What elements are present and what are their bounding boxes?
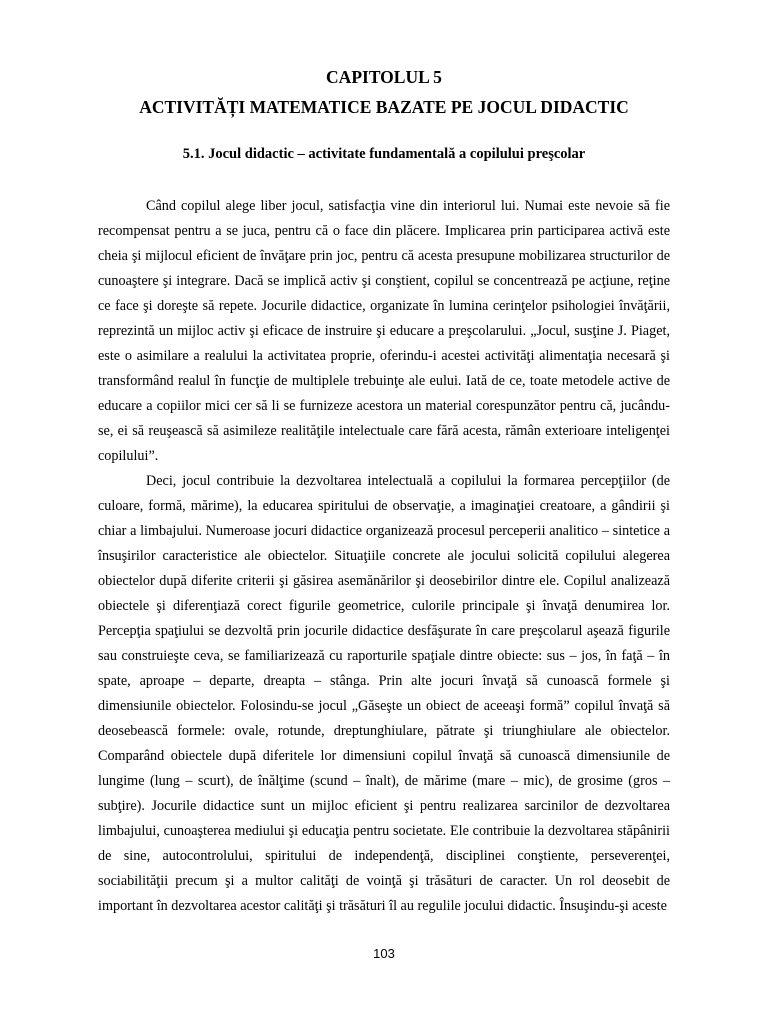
paragraph: Deci, jocul contribuie la dezvoltarea intelectuală a copilului la formarea percepţiilor (de culoare, formă, mărime), la educarea spiritului de observaţie, a imaginaţiei creatoare, a gândirii şi chiar a limbajului. Numeroase jocuri didactice organizează procesul perceperii analitico – sintetice a însuşirilor caracteristice ale obiectelor. Situaţiile concrete ale jocului solicită copilului alegerea obiectelor după diferite criterii şi găsirea asemănărilor şi deosebirilor dintre ele. Copilul analizează obiectele şi diferenţiază corect figurile geometrice, culorile principale şi învaţă denumirea lor. Percepţia spaţiului se dezvoltă prin jocurile didactice desfăşurate în care preşcolarul aşează figurile sau construieşte ceva, se familiarizează cu raporturile spaţiale dintre obiecte: sus – jos, în faţă – în spate, aproape – departe, dreapta – stânga. Prin alte jocuri învaţă să cunoască formele şi dimensiunile obiectelor. Folosindu-se jocul „Găseşte un obiect de aceeaşi formă” copilul învaţă să deosebească formele: ovale, rotunde, dreptunghiulare, pătrate şi triunghiulare ale obiectelor. Comparând obiectele după diferitele lor dimensiuni copilul învaţă să cunoască dimensiunile de lungime (lung – scurt), de înălţime (scund – înalt), de mărime (mare – mic), de grosime (gros – subţire). Jocurile didactice sunt un mijloc eficient şi pentru realizarea sarcinilor de dezvoltarea limbajului, cunoaşterea mediului şi educaţia pentru societate. Ele contribuie la dezvoltarea stăpânirii de sine, autocontrolului, spiritului de independenţă, disciplinei conştiente, perseverenţei, sociabilităţii precum şi a multor calităţi de voinţă şi trăsături de caracter. Un rol deosebit de important în dezvoltarea acestor calităţi şi trăsături îl au regulile jocului didactic. Însuşindu-şi aceste [98, 473, 670, 914]
section-title: 5.1. Jocul didactic – activitate fundamentală a copilului preşcolar [182, 146, 586, 162]
chapter-subtitle: ACTIVITĂȚI MATEMATICE BAZATE PE JOCUL DIDACTIC [139, 97, 629, 117]
body-text [98, 194, 670, 919]
document-page [98, 64, 670, 919]
chapter-title: CAPITOLUL 5 [326, 67, 442, 87]
page-number: 103 [373, 946, 395, 961]
paragraph: Când copilul alege liber jocul, satisfacţia vine din interiorul lui. Numai este nevoie să fie recompensat pentru a se juca, pentru că o face din plăcere. Implicarea prin participarea activă este cheia şi mijlocul eficient de învăţare prin joc, pentru că acesta presupune mobilizarea structurilor de cunoaştere şi integrare. Dacă se implică activ şi conştient, copilul se concentrează pe acţiune, reţine ce face şi doreşte să repete. Jocurile didactice, organizate în lumina cerinţelor psihologiei învăţării, reprezintă un mijloc activ şi eficace de instruire şi educare a preşcolarului. „Jocul, susţine J. Piaget, este o asimilare a realului la activitatea proprie, oferindu-i acestei activităţi alimentaţia necesară şi transformând realul în funcţie de multiplele trebuinţe ale eului. Iată de ce, toate metodele active de educare a copiilor mici cer să li se furnizeze acestora un material corespunzător pentru că, jucându-se, ei să reuşească să asimileze realităţile intelectuale care fără acesta, rămân exterioare inteligenţei copilului”. [98, 198, 670, 464]
